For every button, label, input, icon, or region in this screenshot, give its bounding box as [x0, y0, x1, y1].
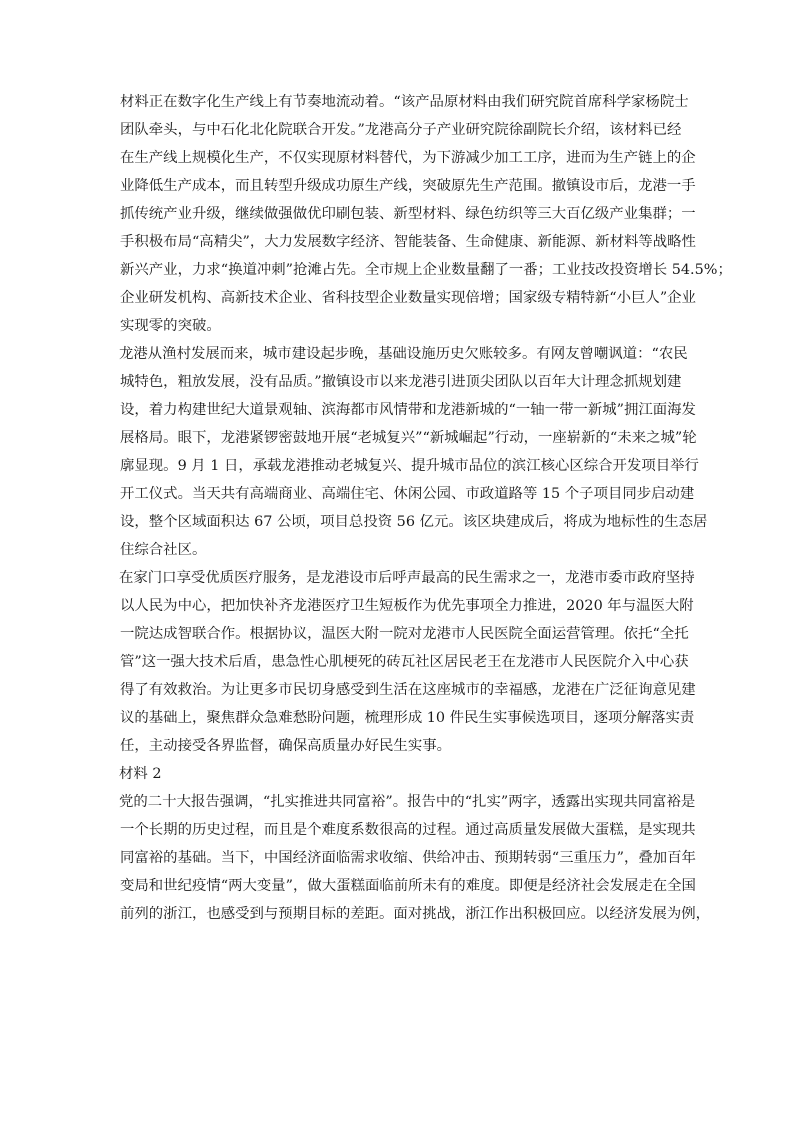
text-line: 设，整个区域面积达 67 公顷，项目总投资 56 亿元。该区块建成后，将成为地标性的生态居 — [120, 514, 708, 530]
text-line: 实现零的突破。 — [120, 318, 221, 334]
text-line: 团队牵头，与中石化北化院联合开发。”龙港高分子产业研究院徐副院长介绍，该材料已经 — [120, 122, 682, 138]
text-line: 议的基础上，聚焦群众急难愁盼问题，梳理形成 10 件民生实事候选项目，逐项分解落实责 — [120, 710, 695, 726]
section-heading: 材料 2 — [119, 766, 162, 782]
text-line: 变局和世纪疫情“两大变量”，做大蛋糕面临前所未有的难度。即便是经济社会发展走在全国 — [120, 878, 696, 894]
text-line: 龙港从渔村发展而来，城市建设起步晚，基础设施历史欠账较多。有网友曾嘲讽道：“农民 — [119, 346, 688, 362]
text-line: 同富裕的基础。当下，中国经济面临需求收缩、供给冲击、预期转弱“三重压力”，叠加百年 — [120, 850, 696, 866]
text-line: 业降低生产成本，而且转型升级成功原生产线，突破原先生产范围。撤镇设市后，龙港一手 — [120, 178, 696, 194]
text-line: 展格局。眼下，龙港紧锣密鼓地开展“老城复兴”“新城崛起”行动，一座崭新的“未来之城”轮 — [120, 430, 697, 446]
text-line: 前列的浙江，也感受到与预期目标的差距。面对挑战，浙江作出积极回应。以经济发展为例， — [120, 906, 711, 922]
text-line: 在家门口享受优质医疗服务，是龙港设市后呼声最高的民生需求之一，龙港市委市政府坚持 — [119, 570, 695, 586]
text-line: 一个长期的历史过程，而且是个难度系数很高的过程。通过高质量发展做大蛋糕，是实现共 — [120, 822, 696, 838]
text-line: 得了有效救治。为让更多市民切身感受到生活在这座城市的幸福感，龙港在广泛征询意见建 — [120, 682, 696, 698]
text-line: 企业研发机构、高新技术企业、省科技型企业数量实现倍增；国家级专精特新“小巨人”企业 — [120, 290, 696, 306]
text-line: 手积极布局“高精尖”，大力发展数字经济、智能装备、生命健康、新能源、新材料等战略性 — [120, 234, 696, 250]
text-line: 材料正在数字化生产线上有节奏地流动着。“该产品原材料由我们研究院首席科学家杨院士 — [120, 94, 689, 110]
text-line: 开工仪式。当天共有高端商业、高端住宅、休闲公园、市政道路等 15 个子项目同步启动建 — [120, 486, 695, 502]
text-line: 在生产线上规模化生产，不仅实现原材料替代，为下游减少加工工序，进而为生产链上的企 — [120, 150, 696, 166]
text-line: 城特色，粗放发展，没有品质。”撤镇设市以来龙港引进顶尖团队以百年大计理念抓规划建 — [120, 374, 682, 390]
text-line: 管”这一强大技术后盾，患急性心肌梗死的砖瓦社区居民老王在龙港市人民医院介入中心获 — [120, 654, 689, 670]
text-line: 以人民为中心，把加快补齐龙港医疗卫生短板作为优先事项全力推进，2020 年与温医大附 — [120, 598, 694, 614]
text-line: 任，主动接受各界监督，确保高质量办好民生实事。 — [120, 738, 451, 754]
text-line: 抓传统产业升级，继续做强做优印刷包装、新型材料、绿色纺织等三大百亿级产业集群；一 — [120, 206, 696, 222]
text-line: 廓显现。9 月 1 日，承载龙港推动老城复兴、提升城市品位的滨江核心区综合开发项目举行 — [120, 458, 699, 474]
text-line: 党的二十大报告强调，“扎实推进共同富裕”。报告中的“扎实”两字，透露出实现共同富裕是 — [119, 794, 696, 810]
text-line: 一院达成智联合作。根据协议，温医大附一院对龙港市人民医院全面运营管理。依托“全托 — [120, 626, 689, 642]
text-line: 设，着力构建世纪大道景观轴、滨海都市风情带和龙港新城的“一轴一带一新城”拥江面海发 — [120, 402, 696, 418]
text-line: 新兴产业，力求“换道冲刺”抢滩占先。全市规上企业数量翻了一番；工业技改投资增长 54.5%； — [120, 262, 732, 278]
text-line: 住综合社区。 — [120, 542, 207, 558]
